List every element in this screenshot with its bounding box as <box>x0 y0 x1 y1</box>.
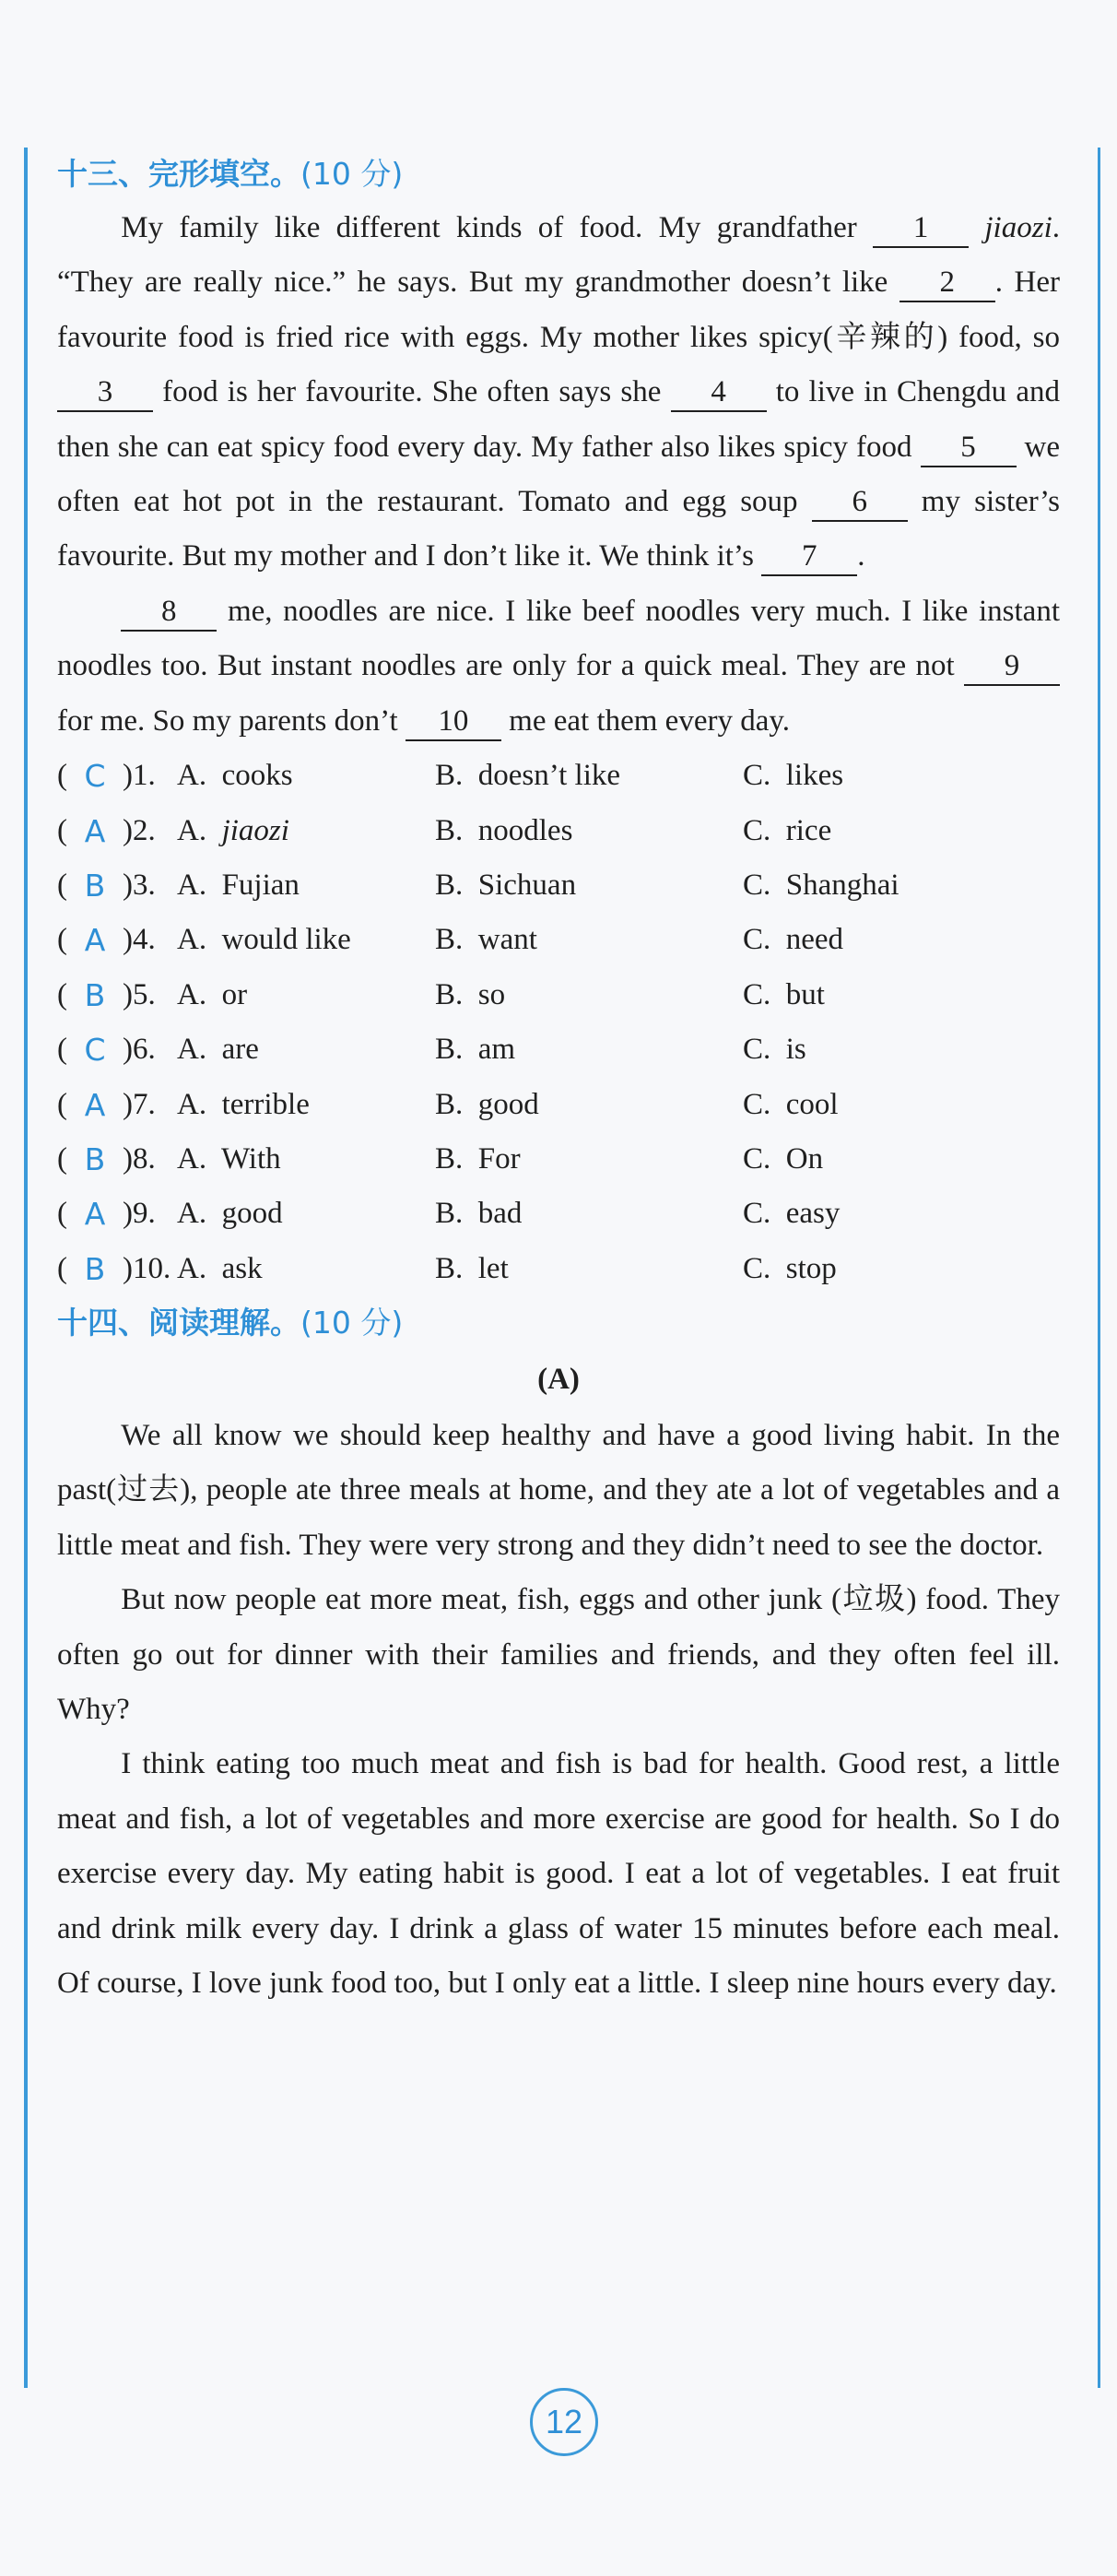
text-run: me eat them every day. <box>500 703 790 738</box>
question-row <box>57 1077 1060 1131</box>
section-13-title: 十三、完形填空。 <box>57 156 300 192</box>
question-number: )2. <box>123 813 156 847</box>
text-run: my sister’s favourite. But my mother and I don’t like it. We think it’s <box>57 485 1060 573</box>
answer-bracket <box>57 1196 177 1232</box>
bracket-open: ( <box>57 1033 67 1067</box>
section-14-title: 十四、阅读理解。 <box>57 1304 300 1341</box>
option-a-label: A. <box>177 813 222 847</box>
option-a: A. ask <box>177 1251 263 1285</box>
option-b: B. Sichuan <box>435 869 577 903</box>
answer-bracket <box>57 1032 177 1068</box>
reading-paragraph-2: But now people eat more meat, fish, eggs and other junk (垃圾) food. They often go out for dinner with their families and friends, and they often feel ill. Why? <box>57 1583 1060 1726</box>
answer-bracket <box>57 1141 177 1177</box>
cloze-paragraph-1 <box>57 201 1060 585</box>
text-run: . <box>857 539 865 573</box>
cloze-blank: 1 <box>873 209 969 248</box>
question-row <box>57 803 1060 857</box>
section-13-heading <box>57 148 1060 201</box>
section-13-score: (10 分) <box>300 156 404 192</box>
option-b: B. am <box>435 1033 516 1067</box>
option-a: A. cooks <box>177 759 293 793</box>
option-a: A. With <box>177 1141 281 1176</box>
answer-bracket <box>57 922 177 958</box>
option-a: A. terrible <box>177 1087 310 1121</box>
option-b: B. noodles <box>435 813 573 847</box>
text-run: me, noodles are nice. I like beef noodles very much. I like instant noodles too. But instant noodles are only for a quick meal. They are not <box>57 594 1060 683</box>
option-b: B. For <box>435 1141 521 1176</box>
question-number: )7. <box>123 1087 156 1121</box>
option-b: B. let <box>435 1251 509 1285</box>
option-c: C. cool <box>743 1087 839 1121</box>
question-row <box>57 1187 1060 1241</box>
question-row <box>57 858 1060 913</box>
text-run: food is her favourite. She often says she <box>153 375 671 409</box>
answer-letter: B <box>84 976 106 1013</box>
text-run: My family like different kinds of food. My grandfather <box>121 211 874 244</box>
option-c: C. stop <box>743 1251 837 1285</box>
option-b: B. want <box>435 923 537 957</box>
cloze-blank: 8 <box>121 593 217 632</box>
page-number: 12 <box>530 2388 598 2456</box>
answer-letter: A <box>84 922 106 959</box>
bracket-open: ( <box>57 923 67 957</box>
question-number: )4. <box>123 923 156 957</box>
question-number: )6. <box>123 1033 156 1067</box>
option-c: C. On <box>743 1141 824 1176</box>
answer-letter: C <box>84 1032 106 1069</box>
option-c: C. likes <box>743 759 844 793</box>
question-row <box>57 1242 1060 1296</box>
bracket-open: ( <box>57 1251 67 1285</box>
option-a: A. or <box>177 977 248 1011</box>
passage-a-title: (A) <box>537 1362 580 1396</box>
bracket-open: ( <box>57 1141 67 1176</box>
answer-bracket <box>57 977 177 1013</box>
option-c: C. is <box>743 1033 806 1067</box>
left-border-line <box>24 148 28 2388</box>
cloze-blank: 10 <box>406 703 501 741</box>
option-b: B. so <box>435 977 506 1011</box>
cloze-blank: 7 <box>761 538 857 576</box>
option-a: A. Fujian <box>177 869 300 903</box>
question-number: )10. <box>123 1251 171 1285</box>
reading-paragraph-3: I think eating too much meat and fish is bad for health. Good rest, a little meat and fish, a lot of vegetables and more exercise are good for health. So I do exercise every day. My eating habit is good. I eat a lot of vegetables. I eat fruit and drink milk every day. I drink a glass of water 15 minutes before each meal. Of course, I love junk food too, but I only eat a little. I sleep nine hours every day. <box>57 1747 1060 2001</box>
option-b: B. doesn’t like <box>435 759 621 793</box>
answer-letter: B <box>84 1140 106 1177</box>
answer-letter: B <box>84 1250 106 1287</box>
text-run: to live in Chengdu and then she can eat spicy food every day. My father also likes spicy food <box>57 375 1060 464</box>
text-run: for me. So my parents don’t <box>57 703 406 738</box>
answer-letter: C <box>84 758 106 795</box>
answer-letter: A <box>84 1196 106 1233</box>
bracket-open: ( <box>57 977 67 1011</box>
question-row <box>57 1022 1060 1077</box>
italic-word: jiaozi <box>984 211 1052 244</box>
option-a-italic: jiaozi <box>221 813 289 847</box>
cloze-blank: 9 <box>964 647 1060 686</box>
cloze-paragraph-2 <box>57 585 1060 749</box>
bracket-open: ( <box>57 1197 67 1231</box>
option-c: C. Shanghai <box>743 869 899 903</box>
option-a: A. would like <box>177 923 351 957</box>
cloze-blank: 6 <box>812 483 908 522</box>
answer-letter: B <box>84 868 106 904</box>
option-a <box>177 814 435 848</box>
question-number: )1. <box>123 759 156 793</box>
option-c: C. but <box>743 977 825 1011</box>
option-a: A. good <box>177 1197 283 1231</box>
option-b: B. bad <box>435 1197 523 1231</box>
content-area <box>57 148 1060 2011</box>
text-run: we often eat hot pot in the restaurant. Tomato and egg soup <box>57 430 1060 519</box>
cloze-blank: 3 <box>57 373 153 412</box>
bracket-open: ( <box>57 869 67 903</box>
text-run <box>969 211 984 244</box>
question-row <box>57 1132 1060 1187</box>
answer-letter: A <box>84 1086 106 1123</box>
section-14-heading <box>57 1296 1060 1350</box>
cloze-question-list <box>57 749 1060 1296</box>
question-number: )8. <box>123 1141 156 1176</box>
cloze-blank: 4 <box>671 373 767 412</box>
right-border-line <box>1098 148 1100 2388</box>
cloze-blank: 5 <box>921 429 1017 467</box>
bracket-open: ( <box>57 759 67 793</box>
question-row <box>57 913 1060 967</box>
option-a: A. are <box>177 1033 259 1067</box>
text-run: . Her favourite food is fried rice with eggs. My mother likes spicy(辛辣的) food, so <box>57 266 1061 354</box>
option-c: C. need <box>743 923 844 957</box>
cloze-blank: 2 <box>899 264 995 302</box>
option-b: B. good <box>435 1087 539 1121</box>
question-number: )9. <box>123 1197 156 1231</box>
answer-bracket <box>57 813 177 849</box>
question-number: )5. <box>123 977 156 1011</box>
reading-paragraph-1: We all know we should keep healthy and have a good living habit. In the past(过去), people ate three meals at home, and they ate a lot of vegetables and a little meat and fish. They were very strong and they didn’t need to see the doctor. <box>57 1418 1060 1562</box>
answer-bracket <box>57 758 177 794</box>
answer-bracket <box>57 868 177 904</box>
answer-bracket <box>57 1251 177 1287</box>
question-row <box>57 968 1060 1022</box>
bracket-open: ( <box>57 1087 67 1121</box>
question-number: )3. <box>123 869 156 903</box>
question-row <box>57 749 1060 803</box>
answer-letter: A <box>84 812 106 849</box>
bracket-open: ( <box>57 813 67 847</box>
answer-bracket <box>57 1087 177 1123</box>
section-14-score: (10 分) <box>300 1304 404 1341</box>
option-c: C. rice <box>743 813 832 847</box>
text-run: . “They are really nice.” he says. But my grandmother doesn’t like <box>57 211 1060 300</box>
option-c: C. easy <box>743 1197 841 1231</box>
